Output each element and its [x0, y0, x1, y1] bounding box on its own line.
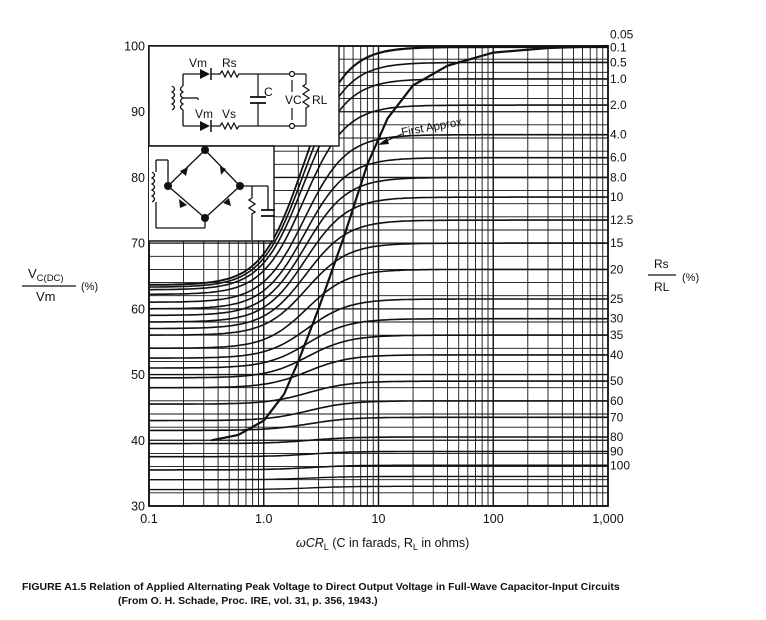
series-label: 70 [610, 410, 624, 425]
series-label: 80 [610, 430, 624, 444]
series-label: 1.0 [610, 71, 627, 86]
series-label: 0.1 [610, 40, 627, 55]
x-label-sub: L [323, 542, 329, 552]
series-label: 35 [610, 328, 624, 343]
y-tick-label: 40 [131, 433, 145, 448]
caption-line-1: FIGURE A1.5 Relation of Applied Alternating Peak Voltage to Direct Output Voltage in Full-Wave Capacitor-Input Circuits [22, 581, 620, 593]
series-label: 2.0 [610, 98, 627, 113]
series-label: 15 [610, 236, 624, 251]
series-label: 0.05 [610, 27, 634, 42]
x-axis-label [296, 536, 469, 552]
y-tick-label: 80 [131, 170, 145, 185]
y-label-main: V [28, 266, 37, 281]
x-tick-label: 100 [482, 512, 504, 526]
series-label: 20 [610, 262, 624, 277]
x-tick-label: 0.1 [140, 512, 158, 526]
series-label: 12.5 [610, 213, 634, 228]
x-label-sub2: L [412, 542, 418, 552]
y-tick-label: 60 [131, 302, 145, 317]
series-label: 90 [610, 444, 624, 459]
x-tick-label: 1,000 [592, 512, 624, 526]
series-label: 30 [610, 311, 624, 326]
y-tick-label: 90 [131, 105, 145, 120]
x-label-rest: (C in farads, R [328, 536, 413, 550]
label-vc: VC [285, 93, 302, 107]
figure-caption [22, 580, 752, 608]
series-label: 40 [610, 347, 624, 362]
annotation-text: First Approx. [400, 115, 467, 139]
right-label-unit: (%) [682, 272, 700, 284]
right-label-num: Rs [654, 257, 669, 271]
y-tick-label: 50 [131, 368, 145, 383]
x-tick-label: 10 [371, 512, 386, 526]
right-label-den: RL [654, 280, 670, 294]
y-label-denominator: Vm [36, 289, 56, 304]
series-label: 100 [610, 458, 631, 473]
series-label: 6.0 [610, 150, 627, 165]
series-label: 60 [610, 393, 624, 408]
y-label-sub: C(DC) [36, 273, 64, 284]
series-label: 50 [610, 374, 624, 389]
x-label-end: in ohms) [417, 536, 470, 550]
label-rs: Rs [222, 56, 237, 70]
label-vm-bottom: Vm [195, 107, 213, 121]
label-rl: RL [312, 93, 328, 107]
series-label: 25 [610, 292, 624, 306]
label-vm-top: Vm [189, 56, 207, 70]
series-label: 0.5 [610, 55, 627, 70]
series-label: 4.0 [610, 127, 627, 142]
label-c: C [264, 85, 273, 99]
x-tick-label: 1.0 [255, 512, 273, 526]
series-label: 10 [610, 190, 624, 205]
x-label-main: ωCR [296, 536, 324, 550]
y-tick-label: 30 [131, 499, 145, 514]
label-vs: Vs [222, 107, 237, 121]
y-tick-label: 100 [124, 39, 145, 54]
caption-line-2: (From O. H. Schade, Proc. IRE, vol. 31, p. 356, 1943.) [118, 595, 378, 607]
y-tick-label: 70 [131, 236, 145, 251]
y-label-unit: (%) [81, 281, 99, 293]
series-label: 8.0 [610, 170, 627, 185]
